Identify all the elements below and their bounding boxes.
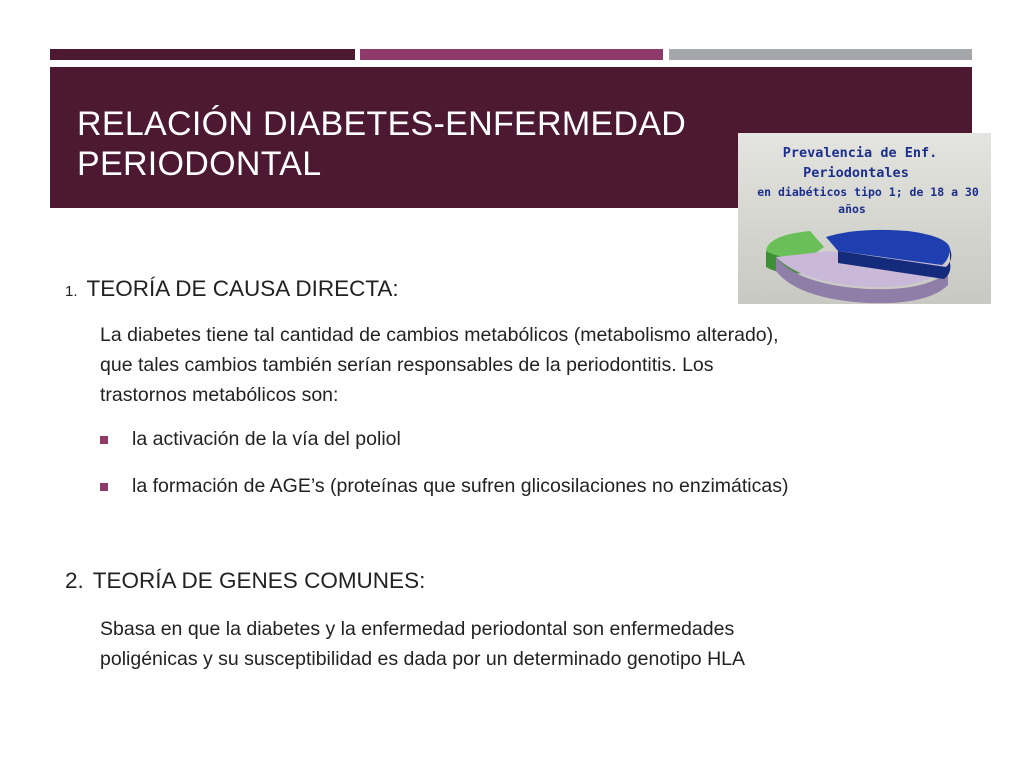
section-1-heading — [65, 276, 399, 302]
section-2-heading — [65, 568, 425, 594]
bullet-item-1 — [100, 428, 401, 451]
square-bullet-icon — [100, 483, 108, 491]
photo-caption-line-4: años — [838, 202, 866, 216]
section-1-number: 1. — [65, 283, 78, 300]
photo-caption-line-1: Prevalencia de Enf. — [782, 145, 938, 161]
bullet-item-2-text: la formación de AGE’s (proteínas que sufren glicosilaciones no enzimáticas) — [132, 475, 789, 497]
top-stripe-gray — [669, 49, 972, 60]
section-2-paragraph-line-2: poligénicas y su susceptibilidad es dada por un determinado genotipo HLA — [100, 648, 746, 670]
section-1-paragraph-line-1: La diabetes tiene tal cantidad de cambios metabólicos (metabolismo alterado), — [100, 324, 779, 346]
section-1-heading-text: TEORÍA DE CAUSA DIRECTA: — [86, 276, 399, 301]
top-stripe-magenta — [360, 49, 663, 60]
section-1-paragraph-line-2: que tales cambios también serían responsables de la periodontitis. Los — [100, 354, 714, 376]
section-2-paragraph-line-1: Sbasa en que la diabetes y la enfermedad periodontal son enfermedades — [100, 618, 735, 640]
pie-chart-photo-drawing — [738, 133, 991, 304]
square-bullet-icon — [100, 436, 108, 444]
section-1-paragraph-line-3: trastornos metabólicos son: — [100, 384, 339, 406]
slide-title-line-2: PERIODONTAL — [77, 145, 322, 183]
photo-caption-line-2: Periodontales — [803, 165, 909, 181]
section-1-paragraph — [100, 320, 960, 410]
pie-chart-photo — [738, 133, 991, 304]
bullet-item-2 — [100, 475, 788, 498]
photo-caption-line-3: en diabéticos tipo 1; de 18 a 30 — [757, 185, 979, 199]
section-2-heading-text: TEORÍA DE GENES COMUNES: — [92, 568, 426, 593]
section-2-number: 2. — [65, 568, 84, 593]
slide-title — [77, 104, 737, 184]
bullet-item-1-text: la activación de la vía del poliol — [132, 428, 401, 450]
top-stripe-dark — [50, 49, 355, 60]
slide-title-line-1: RELACIÓN DIABETES-ENFERMEDAD — [77, 105, 687, 143]
section-2-paragraph — [100, 614, 960, 674]
